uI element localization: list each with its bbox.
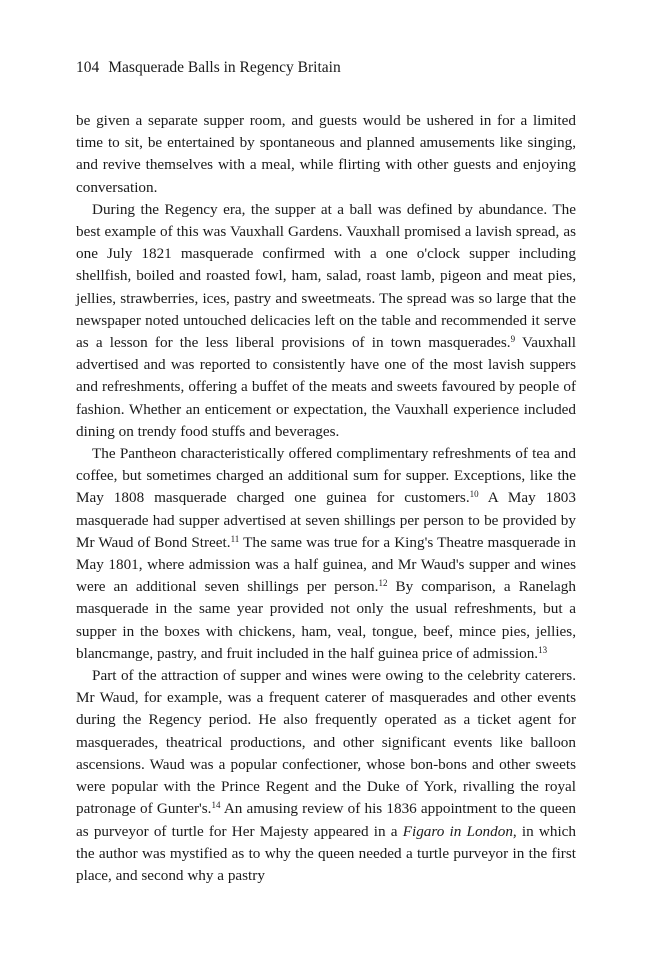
paragraph-3-text-b: A May 1803 masquerade had supper advertised at seven shillings per person to be provided by Mr Waud of Bond Street. [76,489,576,551]
footnote-ref-10: 10 [469,489,479,500]
paragraph-3-text-a: The Pantheon characteristically offered complimentary refreshments of tea and coffee, but sometimes charged an additional sum for supper. Exceptions, like the May 1808 masquerade charged one guinea for customers. [76,445,576,507]
paragraph-1-text: be given a separate supper room, and guests would be ushered in for a limited time to sit, be entertained by spontaneous and planned amusements like singing, and revive themselves with a meal, while flirting with other guests and enjoying conversation. [76,112,576,196]
paragraph-3-text-c: The same was true for a King's Theatre masquerade in May 1801, where admission was a half guinea, and Mr Waud's supper and wines were an additional seven shillings per person. [76,533,576,596]
page-number: 104 [76,59,100,76]
paragraph-4-text-b: An amusing review of his 1836 appointment to the queen as purveyor of turtle for Her Majesty appeared in a [76,800,576,840]
paragraph-2-text-a: During the Regency era, the supper at a ball was defined by abundance. The best example of this was Vauxhall Gardens. Vauxhall promised a lavish spread, as one July 1821 masquerade confirmed with a one o'clock supper including shellfish, boiled and roasted fowl, ham, salad, roast lamb, pigeon and meat pies, jellies, strawberries, ices, pastry and sweetmeats. The spread was so large that the newspaper noted untouched delicacies left on the table and recommended it serve as a lesson for the less liberal provisions of in town masquerades. [76,200,576,352]
footnote-ref-11: 11 [230,533,240,544]
footnote-ref-13: 13 [538,644,548,655]
paragraph-3 [76,443,576,665]
footnote-ref-14: 14 [211,800,221,811]
footnote-ref-9: 9 [510,334,516,345]
running-title: Masquerade Balls in Regency Britain [108,59,341,76]
body-text [76,110,576,887]
paragraph-4 [76,665,576,887]
paragraph-2 [76,199,576,443]
paragraph-1 [76,110,576,199]
running-head [76,56,576,80]
paragraph-2-text-b: Vauxhall advertised and was reported to consistently have one of the most lavish suppers and refreshments, offering a buffet of the meats and sweets favoured by people of fashion. Whether an enticement or expectation, the Vauxhall experience included dining on trendy food stuffs and beverages. [76,334,576,440]
paragraph-4-text-a: Part of the attraction of supper and wines were owing to the celebrity caterers. Mr Waud, for example, was a frequent caterer of masquerades and other events during the Regency period. He also frequently operated as a ticket agent for masquerades, theatrical productions, and other significant events like balloon ascensions. Waud was a popular confectioner, whose bon-bons and other sweets were popular with the Prince Regent and the Duke of York, rivalling the royal patronage of Gunter's. [76,667,576,818]
paragraph-3-text-d: By comparison, a Ranelagh masquerade in the same year provided not only the usual refreshments, but a supper in the boxes with chickens, ham, veal, tongue, beef, mince pies, jellies, blancmange, pastry, and fruit included in the half guinea price of admission. [76,578,576,662]
footnote-ref-12: 12 [378,578,388,589]
book-page [76,56,576,887]
paragraph-4-text-c: , in which the author was mystified as to why the queen needed a turtle purveyor in the first place, and second why a pastry [76,822,576,884]
publication-title: Figaro in London [402,822,513,840]
